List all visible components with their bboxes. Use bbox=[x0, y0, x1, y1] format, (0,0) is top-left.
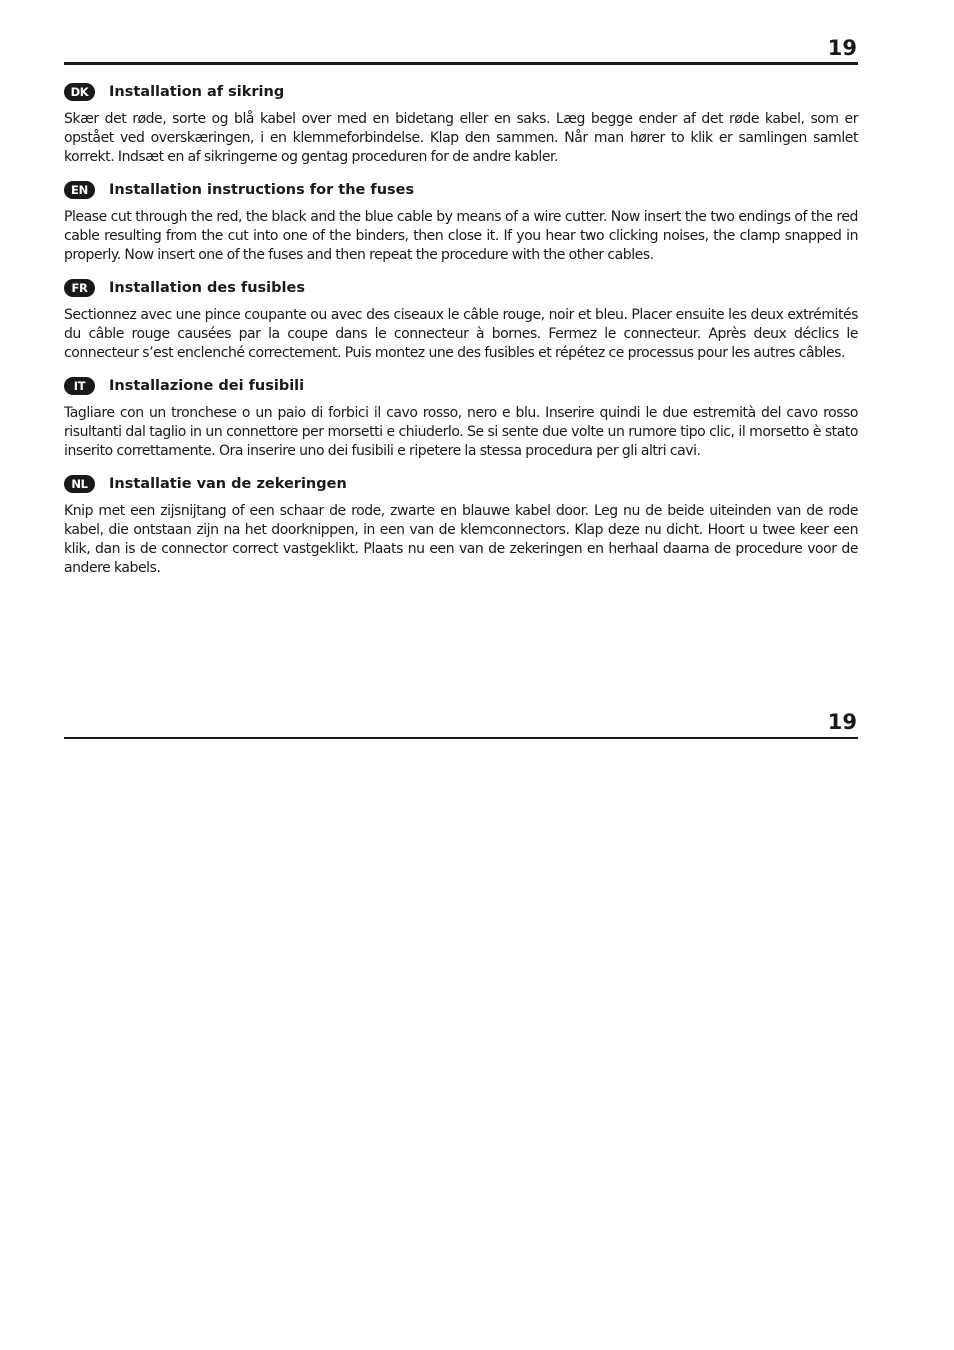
section-body: Please cut through the red, the black and the blue cable by means of a wire cutter. Now insert the two endings of the red cable resulting from the cut into one of the binders, then close it. If you hear two clicking noises, the clamp snapped in properly. Now insert one of the fuses and then repeat the procedure with the other cables. bbox=[64, 209, 858, 263]
section-fr bbox=[64, 278, 858, 363]
section-header bbox=[64, 180, 858, 200]
section-header bbox=[64, 278, 858, 298]
section-header bbox=[64, 376, 858, 396]
language-badge-fr: FR bbox=[64, 279, 95, 297]
document-content bbox=[64, 82, 858, 578]
language-badge-en: EN bbox=[64, 181, 95, 199]
section-body: Sectionnez avec une pince coupante ou avec des ciseaux le câble rouge, noir et bleu. Placer ensuite les deux extrémités du câble rouge causées par la coupe dans le connecteur à bornes. Fermez le connecteur. Après deux déclics le connecteur s’est enclenché correctement. Puis montez une des fusibles et répétez ce processus pour les autres câbles. bbox=[64, 307, 858, 361]
page-number-top: 19 bbox=[827, 36, 857, 60]
top-rule bbox=[64, 62, 858, 65]
section-header bbox=[64, 82, 858, 102]
section-it bbox=[64, 376, 858, 461]
section-body: Knip met een zijsnijtang of een schaar de rode, zwarte en blauwe kabel door. Leg nu de beide uiteinden van de rode kabel, die ontstaan zijn na het doorknippen, in een van de klemconnectors. Klap deze nu dicht. Hoort u twee keer een klik, dan is de connector correct vastgeklikt. Plaats nu een van de zekeringen en herhaal daarna de procedure voor de andere kabels. bbox=[64, 503, 858, 576]
section-body: Tagliare con un tronchese o un paio di forbici il cavo rosso, nero e blu. Inserire quindi le due estremità del cavo rosso risultanti dal taglio in un connettore per morsetti e chiuderlo. Se si sente due volte un rumore tipo clic, il morsetto è stato inserito correttamente. Ora inserire uno dei fusibili e ripetere la stessa procedura per gli altri cavi. bbox=[64, 405, 858, 459]
page-number-bottom: 19 bbox=[827, 710, 857, 734]
section-nl bbox=[64, 474, 858, 578]
bottom-rule bbox=[64, 737, 858, 739]
section-heading: Installation af sikring bbox=[109, 84, 285, 100]
section-heading: Installation des fusibles bbox=[109, 280, 305, 296]
language-badge-it: IT bbox=[64, 377, 95, 395]
language-badge-dk: DK bbox=[64, 83, 95, 101]
language-badge-nl: NL bbox=[64, 475, 95, 493]
section-dk bbox=[64, 82, 858, 167]
section-heading: Installation instructions for the fuses bbox=[109, 182, 415, 198]
section-en bbox=[64, 180, 858, 265]
section-heading: Installatie van de zekeringen bbox=[109, 476, 347, 492]
section-header bbox=[64, 474, 858, 494]
section-heading: Installazione dei fusibili bbox=[109, 378, 305, 394]
section-body: Skær det røde, sorte og blå kabel over med en bidetang eller en saks. Læg begge ender af det røde kabel, som er opstået ved overskæringen, i en klemmeforbindelse. Klap den sammen. Når man hører to klik er samlingen samlet korrekt. Indsæt en af sikringerne og gentag proceduren for de andre kabler. bbox=[64, 111, 858, 165]
